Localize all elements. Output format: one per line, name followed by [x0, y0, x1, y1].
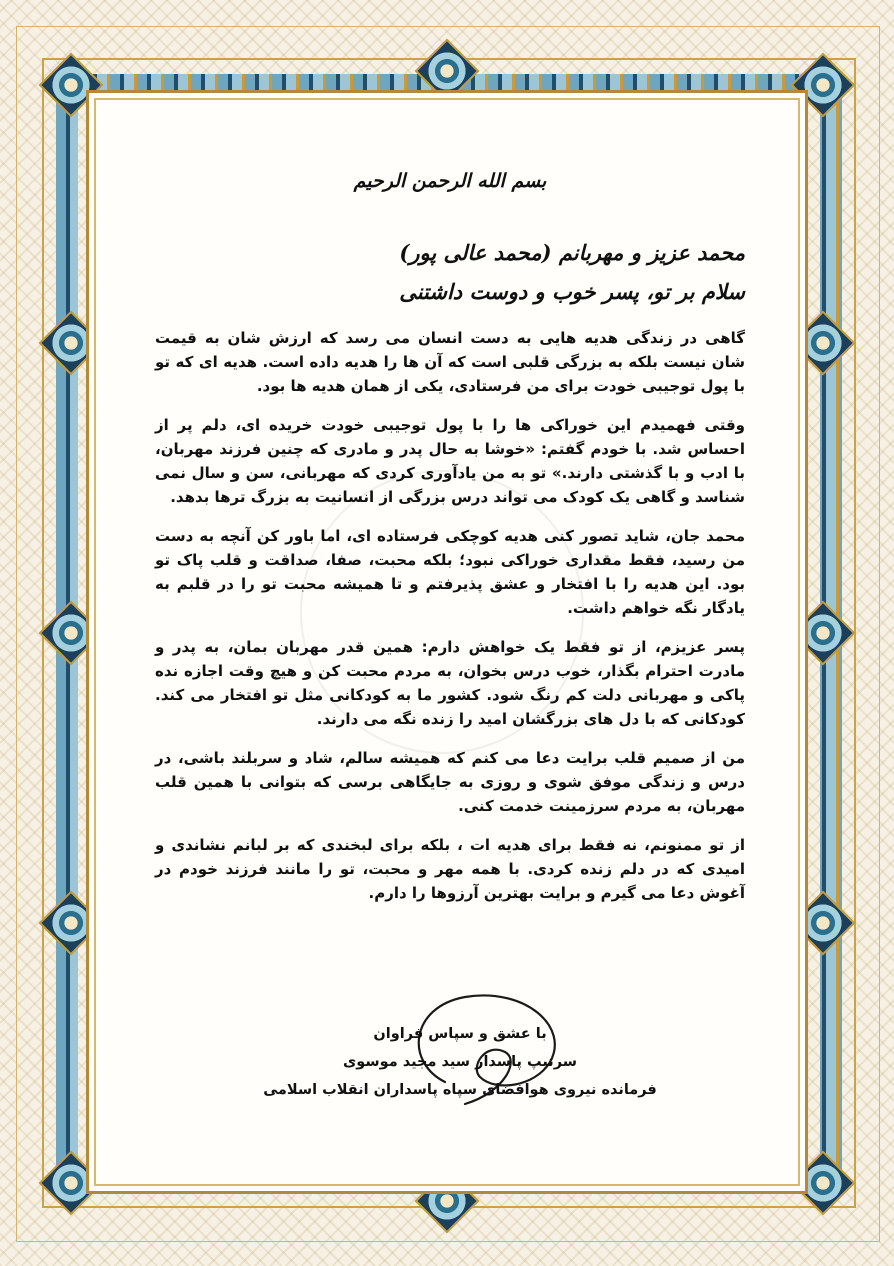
- signature-block: [250, 1020, 670, 1104]
- signer-name: سرتیپ پاسدار سید مجید موسوی: [342, 1054, 577, 1070]
- letter-body: [155, 170, 745, 920]
- paragraph: از تو ممنونم، نه فقط برای هدیه ات ، بلکه برای لبخندی که بر لبانم نشاندی و امیدی که در دلم زنده کردی. با همه مهر و محبت، تو را مانند فرزند خودم در آغوش دعا می گیرم و برایت بهترین آرزوها را دارم.: [155, 836, 745, 902]
- paragraph: محمد جان، شاید تصور کنی هدیه کوچکی فرستاده ای، اما باور کن آنچه به دست من رسید، فقط مقداری خوراکی نبود؛ بلکه محبت، صفا، صداقت و قلب پاک تو بود. این هدیه را با افتخار و عشق پذیرفتم و تا همیشه محبت تو را در قلبم به یادگار نگه خواهم داشت.: [155, 527, 745, 617]
- greeting-line: سلام بر تو، پسر خوب و دوست داشتنی: [399, 279, 745, 304]
- signer-title: فرمانده نیروی هوافضای سپاه پاسداران انقلاب اسلامی: [263, 1082, 657, 1098]
- paragraph: گاهی در زندگی هدیه هایی به دست انسان می رسد که ارزش شان به قیمت شان نیست بلکه به بزرگی قلبی است که آن ها را هدیه داده است. هدیه ای که تو با پول توجیبی خودت برای من فرستادی، یکی از همان هدیه ها بود.: [155, 329, 745, 395]
- paragraph: من از صمیم قلب برایت دعا می کنم که همیشه سالم، شاد و سربلند باشی، در درس و زندگی موفق شوی و روزی به جایگاهی برسی که بتوانی با همین قلب مهربان، به مردم سرزمینت خدمت کنی.: [155, 749, 745, 815]
- closing-line: با عشق و سپاس فراوان: [373, 1026, 547, 1042]
- paragraph: پسر عزیزم، از تو فقط یک خواهش دارم: همین قدر مهربان بمان، به پدر و مادرت احترام بگذار، خوب درس بخوان، به مردم محبت کن و هیچ وقت اجازه نده پاکی و مهربانی دلت کم رنگ شود. کشور ما به کودکانی مثل تو افتخار می کند. کودکانی که با دل های بزرگشان امید را زنده نگه می دارند.: [155, 638, 745, 728]
- recipient-line: محمد عزیز و مهربانم (محمد عالی پور): [399, 240, 745, 265]
- paragraph: وقتی فهمیدم این خوراکی ها را با پول توجیبی خودت خریده ای، دلم پر از احساس شد. با خودم گفتم: «خوشا به حال پدر و مادری که چنین فرزند مهربان، با ادب و با گذشتی دارند.» تو به من یادآوری کردی که مهربانی، سن و سال نمی شناسد و گاهی یک کودک می تواند درس بزرگی از انسانیت به بزرگ ترها بدهد.: [155, 416, 745, 506]
- basmala-heading: بسم الله الرحمن الرحیم: [353, 170, 547, 192]
